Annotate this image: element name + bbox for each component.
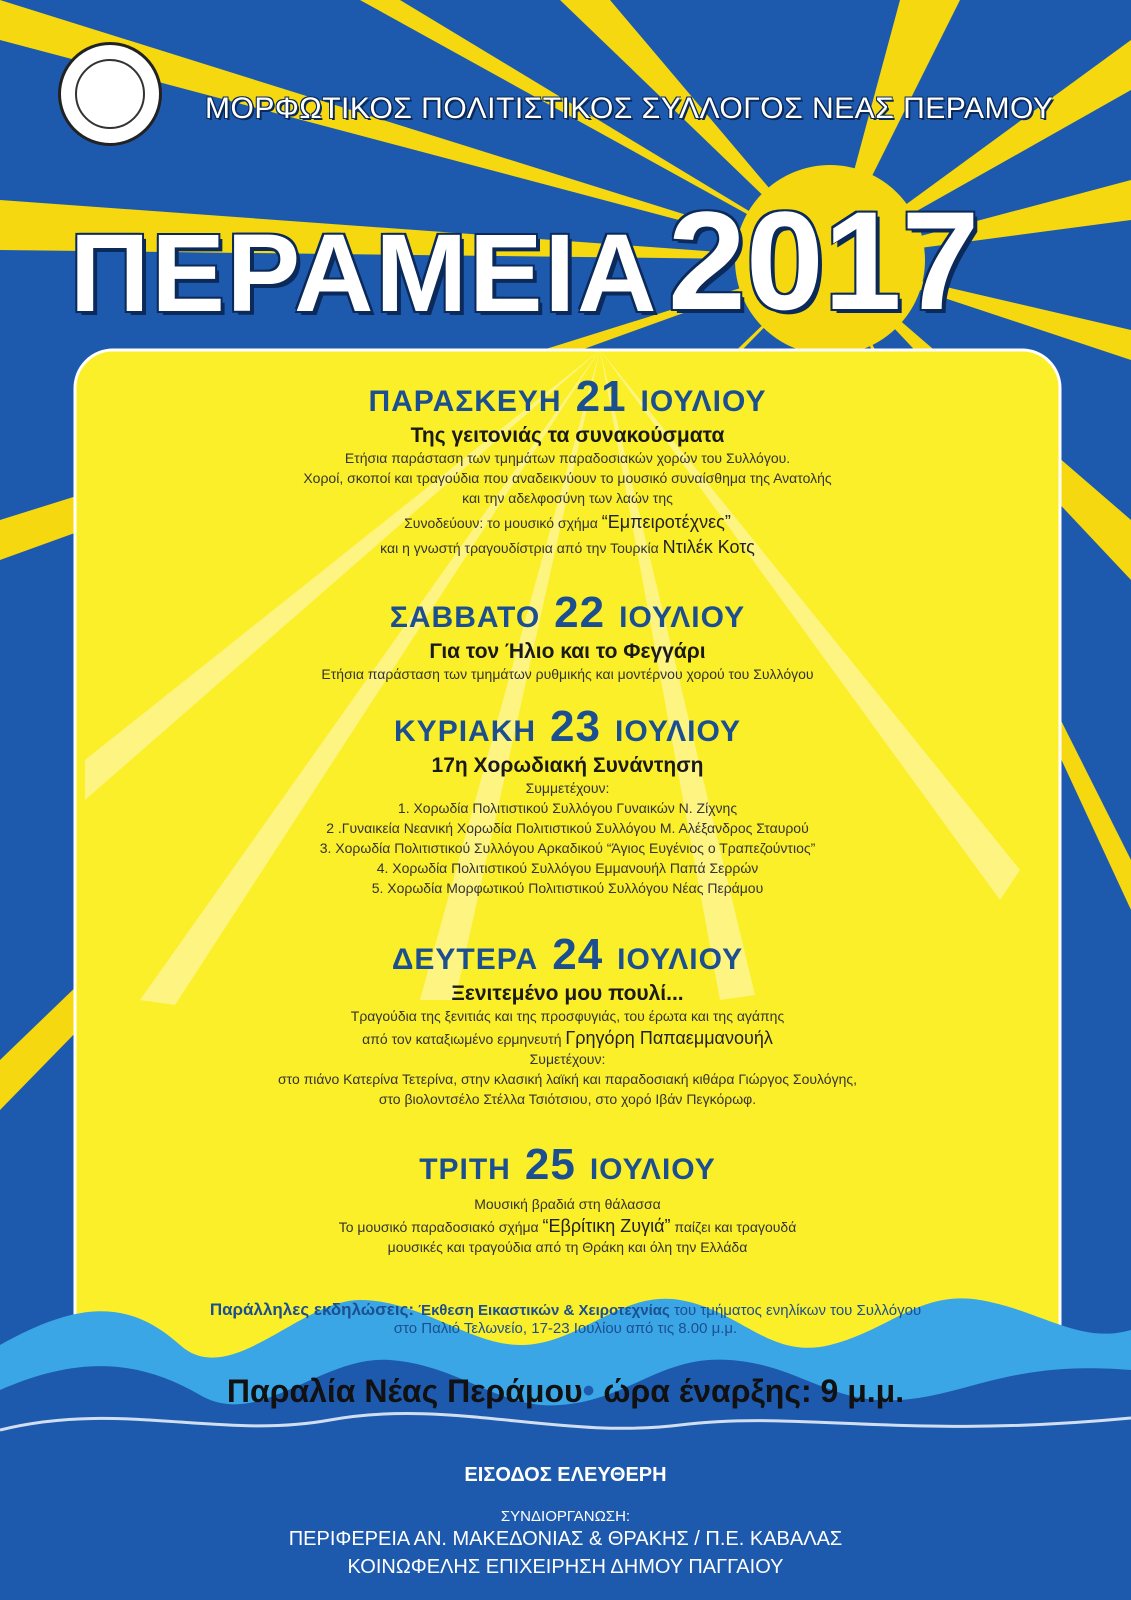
- start-time: ώρα έναρξης: 9 μ.μ.: [603, 1373, 905, 1409]
- event-line: Συμετέχουν:: [529, 1051, 606, 1067]
- exhibition-name: Έκθεση Εικαστικών & Χειροτεχνίας: [418, 1302, 670, 1319]
- day-saturday: [75, 588, 1060, 684]
- day-heading: [75, 588, 1060, 638]
- event-line: Τραγούδια της ξενιτιάς και της προσφυγιάς, του έρωτα και της αγάπης: [350, 1008, 785, 1024]
- event-title: 17η Χορωδιακή Συνάντηση: [431, 754, 704, 777]
- event-line: μουσικές και τραγούδια από τη Θράκη και όλη την Ελλάδα: [387, 1239, 748, 1255]
- event-line: Ετήσια παράσταση των τμημάτων παραδοσιακών χορών του Συλλόγου.: [344, 450, 791, 466]
- separator-dot: •: [582, 1372, 595, 1410]
- event-line: και την αδελφοσύνη των λαών της: [462, 490, 673, 506]
- day-sunday: [75, 702, 1060, 898]
- event-title: Ξενιτεμένο μου πουλί...: [451, 982, 684, 1005]
- weekday: ΤΡΙΤΗ: [419, 1153, 511, 1186]
- day-number: 23: [550, 702, 601, 751]
- event-line: και η γνωστή τραγουδίστρια από την Τουρκία Ντιλέκ Κοτς: [380, 537, 755, 557]
- month: ΙΟΥΛΙΟΥ: [619, 601, 746, 634]
- day-heading: [75, 372, 1060, 422]
- festival-year: 2017: [668, 182, 980, 339]
- venue-line: [0, 1372, 1131, 1411]
- venue-place: Παραλία Νέας Περάμου: [226, 1373, 583, 1409]
- day-number: 22: [554, 588, 606, 637]
- day-tuesday: [75, 1140, 1060, 1257]
- event-line: 4. Χορωδία Πολιτιστικού Συλλόγου Εμμανουήλ Παπά Σερρών: [376, 860, 759, 876]
- co-organizer-region: ΠΕΡΙΦΕΡΕΙΑ ΑΝ. ΜΑΚΕΔΟΝΙΑΣ & ΘΡΑΚΗΣ / Π.Ε. ΚΑΒΑΛΑΣ: [288, 1528, 843, 1550]
- event-line: Ετήσια παράσταση των τμημάτων ρυθμικής και μοντέρνου χορού του Συλλόγου: [321, 666, 814, 682]
- event-line: Χοροί, σκοποί και τραγούδια που αναδεικνύουν το μουσικό συναίσθημα της Ανατολής: [303, 470, 832, 486]
- exhibition-details: στο Παλιό Τελωνείο, 17-23 Ιουλίου από τις 8.00 μ.μ.: [393, 1320, 738, 1337]
- festival-title: ΠΕΡΑΜΕΙΑ: [70, 212, 659, 335]
- weekday: ΣΑΒΒΑΤΟ: [389, 601, 541, 634]
- free-entry: ΕΙΣΟΔΟΣ ΕΛΕΥΘΕΡΗ: [464, 1464, 667, 1486]
- event-line: Μουσική βραδιά στη θάλασσα: [474, 1196, 661, 1212]
- event-line: στο πιάνο Κατερίνα Τετερίνα, στην κλασική λαϊκή και παραδοσιακή κιθάρα Γιώργος Σουλόγης,: [277, 1071, 858, 1087]
- day-monday: [75, 930, 1060, 1109]
- parallel-events: Παράλληλες εκδηλώσεις: Έκθεση Εικαστικών & Χειροτεχνίας του τμήματος ενηλίκων του Συλλόγου στο Παλιό Τελωνείο, 17-23 Ιουλίου από τις 8.00 μ.μ.: [0, 1300, 1131, 1337]
- month: ΙΟΥΛΙΟΥ: [614, 715, 741, 748]
- event-title: Της γειτονιάς τα συνακούσματα: [410, 424, 725, 447]
- ensemble-name: “Εμπειροτέχνες”: [601, 512, 731, 532]
- event-line: 3. Χορωδία Πολιτιστικού Συλλόγου Αρκαδικού “Άγιος Ευγένιος ο Τραπεζούντιος”: [319, 840, 816, 856]
- event-line: 2 .Γυναικεία Νεανική Χορωδία Πολιτιστικού Συλλόγου Μ. Αλέξανδρος Σταυρού: [326, 820, 809, 836]
- month: ΙΟΥΛΙΟΥ: [589, 1153, 716, 1186]
- weekday: ΔΕΥΤΕΡΑ: [391, 943, 539, 976]
- performer-name: Γρηγόρη Παπαεμμανουήλ: [565, 1028, 773, 1048]
- event-line: Συμμετέχουν:: [525, 780, 610, 796]
- singer-name: Ντιλέκ Κοτς: [662, 537, 755, 557]
- event-line: 5. Χορωδία Μορφωτικού Πολιτιστικού Συλλόγου Νέας Περάμου: [371, 880, 764, 896]
- event-line: 1. Χορωδία Πολιτιστικού Συλλόγου Γυναικών Ν. Ζίχνης: [397, 800, 738, 816]
- month: ΙΟΥΛΙΟΥ: [640, 385, 767, 418]
- day-number: 24: [552, 930, 604, 979]
- event-line: Το μουσικό παραδοσιακό σχήμα “Εβρίτικη Ζυγιά” παίζει και τραγουδά: [338, 1216, 797, 1236]
- event-title: Για τον Ήλιο και το Φεγγάρι: [429, 640, 706, 663]
- day-heading: [75, 930, 1060, 980]
- day-number: 25: [524, 1140, 576, 1189]
- co-organizer-municipality: ΚΟΙΝΩΦΕΛΗΣ ΕΠΙΧΕΙΡΗΣΗ ΔΗΜΟΥ ΠΑΓΓΑΙΟΥ: [347, 1556, 784, 1578]
- month: ΙΟΥΛΙΟΥ: [617, 943, 744, 976]
- organization-name: ΜΟΡΦΩΤΙΚΟΣ ΠΟΛΙΤΙΣΤΙΚΟΣ ΣΥΛΛΟΓΟΣ ΝΕΑΣ ΠΕΡΑΜΟΥ: [205, 92, 1054, 125]
- weekday: ΠΑΡΑΣΚΕΥΗ: [368, 385, 562, 418]
- program-panel: [75, 350, 1060, 1350]
- day-heading: [75, 1140, 1060, 1190]
- co-organization-heading: ΣΥΝΔΙΟΡΓΑΝΩΣΗ:: [500, 1508, 631, 1525]
- ensemble-name: “Εβρίτικη Ζυγιά”: [542, 1216, 671, 1236]
- association-seal-logo: [58, 42, 162, 146]
- day-heading: [75, 702, 1060, 752]
- event-line: Συνοδεύουν: το μουσικό σχήμα “Εμπειροτέχνες”: [404, 512, 731, 532]
- seal-inner-ring: [75, 59, 145, 129]
- day-number: 21: [575, 372, 627, 421]
- parallel-label: Παράλληλες εκδηλώσεις:: [209, 1300, 415, 1319]
- weekday: ΚΥΡΙΑΚΗ: [394, 715, 537, 748]
- event-line: στο βιολοντσέλο Στέλλα Τσιότσιου, στο χορό Ιβάν Πεγκόρωφ.: [378, 1091, 757, 1107]
- day-friday: [75, 372, 1060, 558]
- co-organization: [0, 1508, 1131, 1581]
- event-line: από τον καταξιωμένο ερμηνευτή Γρηγόρη Παπαεμμανουήλ: [362, 1028, 773, 1048]
